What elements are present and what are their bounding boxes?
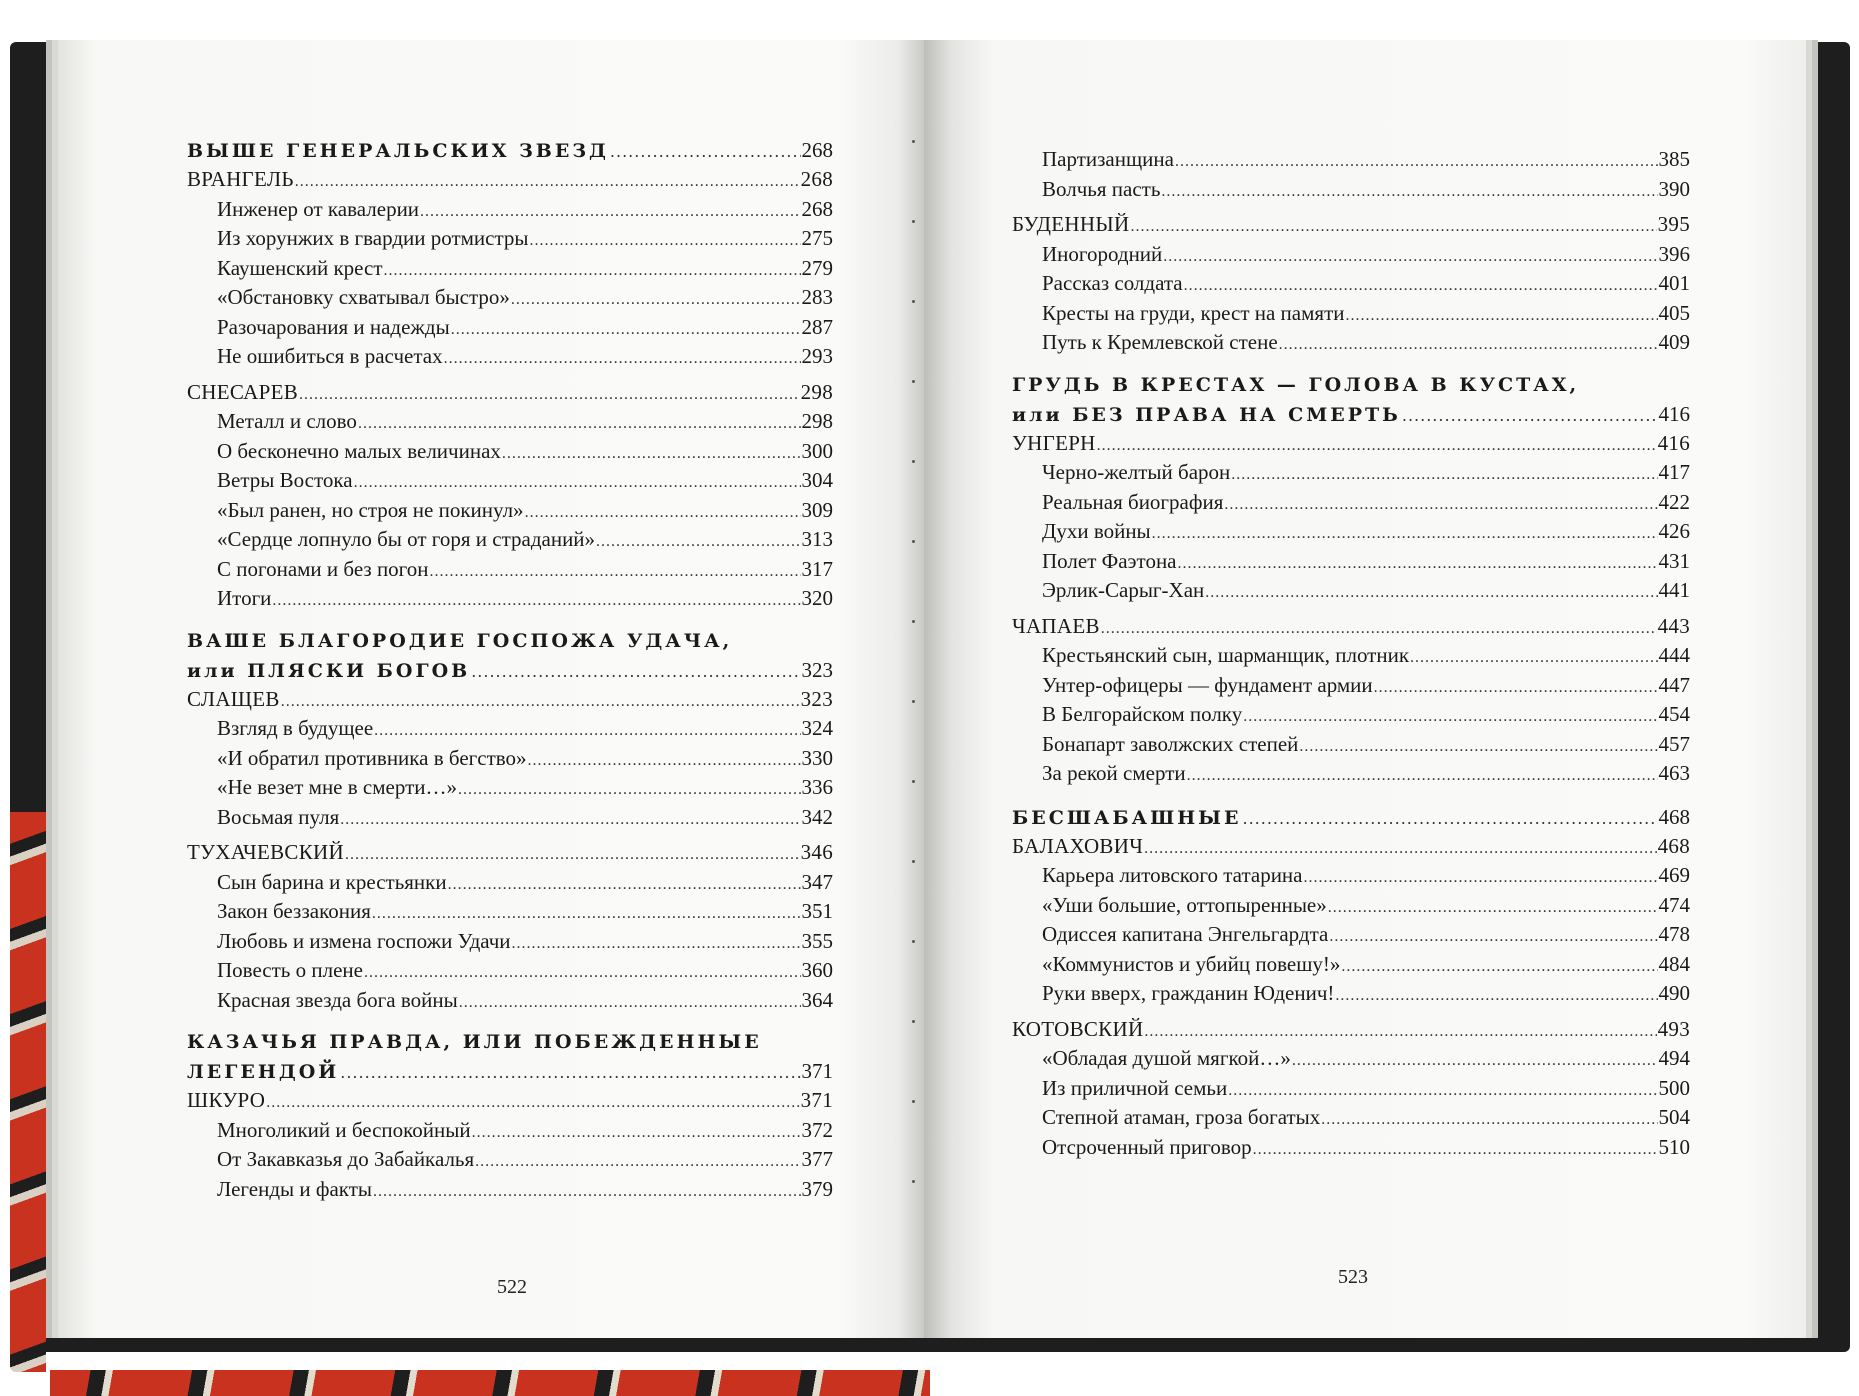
toc-entry xyxy=(1012,330,1690,360)
dot-leader xyxy=(340,811,800,829)
dot-leader xyxy=(1205,584,1657,602)
toc-entry-title: Инженер от кавалерии xyxy=(217,196,420,221)
stitch-mark xyxy=(912,620,915,623)
toc-entry-page: 490 xyxy=(1658,981,1690,1005)
toc-entry-page: 396 xyxy=(1658,241,1690,266)
toc-entry xyxy=(1012,922,1690,952)
dot-leader xyxy=(1161,183,1657,201)
dot-leader xyxy=(1144,840,1656,858)
toc-entry xyxy=(187,746,833,776)
dot-leader xyxy=(1243,708,1657,726)
toc-entry-page: 409 xyxy=(1658,330,1690,354)
section-heading-last-line xyxy=(187,658,833,687)
toc-entry xyxy=(187,167,833,197)
stitch-mark xyxy=(912,1180,915,1183)
toc-entry-page: 401 xyxy=(1658,271,1690,295)
toc-entry-page: 298 xyxy=(801,409,833,433)
toc-entry-page: 510 xyxy=(1658,1134,1690,1159)
toc-entry-title: «Коммунистов и убийц повешу!» xyxy=(1042,951,1341,976)
dot-leader xyxy=(1329,928,1657,946)
toc-entry-title: Металл и слово xyxy=(217,409,357,433)
toc-entry-title: БУДЕННЫЙ xyxy=(1012,212,1130,236)
toc-entry-page: 355 xyxy=(801,928,833,953)
toc-entry xyxy=(187,716,833,746)
toc-entry-title: КОТОВСКИЙ xyxy=(1012,1016,1144,1041)
dot-leader xyxy=(1187,767,1658,785)
toc-entry-page: 324 xyxy=(801,716,833,740)
toc-entry xyxy=(187,870,833,900)
toc-entry xyxy=(1012,981,1690,1011)
dot-leader xyxy=(1299,738,1657,756)
dot-leader xyxy=(1097,437,1657,455)
toc-entry-page: 364 xyxy=(801,987,833,1012)
toc-entry xyxy=(187,899,833,929)
toc-entry-title: Легенды и факты xyxy=(217,1176,372,1201)
toc-entry xyxy=(1012,147,1690,177)
toc-entry-page: 313 xyxy=(801,527,833,551)
stitch-mark xyxy=(912,1020,915,1023)
toc-entry-page: 372 xyxy=(801,1117,833,1142)
toc-entry-title: Восьмая пуля xyxy=(217,804,340,829)
binding-stitches xyxy=(910,140,916,1240)
toc-entry xyxy=(1012,893,1690,923)
toc-entry xyxy=(187,498,833,528)
section-heading-line: ВАШЕ БЛАГОРОДИЕ ГОСПОЖА УДАЧА, xyxy=(187,629,733,652)
toc-entry-title: Разочарования и надежды xyxy=(217,314,450,339)
dot-leader xyxy=(511,291,801,309)
toc-entry xyxy=(187,527,833,557)
dot-leader xyxy=(525,504,801,522)
dot-leader xyxy=(1253,1141,1658,1159)
section-heading-last-line xyxy=(1012,402,1690,431)
toc-entry xyxy=(1012,431,1690,461)
section-heading-line: ВЫШЕ ГЕНЕРАЛЬСКИХ ЗВЕЗД xyxy=(187,140,609,162)
section-heading-last-line xyxy=(187,1059,833,1088)
toc-entry xyxy=(187,840,833,870)
toc-entry-title: БАЛАХОВИЧ xyxy=(1012,833,1144,858)
stitch-mark xyxy=(912,700,915,703)
section-heading-line: ЛЕГЕНДОЙ xyxy=(187,1061,340,1083)
toc-entry-title: Сын барина и крестьянки xyxy=(217,869,447,894)
toc-entry xyxy=(1012,519,1690,549)
section-heading-line: БЕСШАБАШНЫЕ xyxy=(1012,806,1242,829)
toc-entry-title: От Закавказья до Забайкалья xyxy=(217,1147,475,1171)
dot-leader xyxy=(420,203,800,221)
dot-leader xyxy=(1341,958,1657,976)
toc-entry-page: 268 xyxy=(800,167,833,191)
toc-section-heading xyxy=(1012,374,1690,431)
dot-leader xyxy=(512,935,801,953)
toc-entry-page: 287 xyxy=(801,314,833,339)
toc-entry-page: 494 xyxy=(1658,1046,1690,1070)
toc-entry-title: Карьера литовского татарина xyxy=(1042,863,1303,887)
dot-leader xyxy=(372,905,801,923)
stitch-mark xyxy=(912,300,915,303)
toc-entry-page: 447 xyxy=(1658,672,1690,697)
toc-entry-title: Полет Фаэтона xyxy=(1042,548,1177,573)
toc-entry xyxy=(187,929,833,959)
dot-leader xyxy=(272,592,800,610)
toc-entry xyxy=(1012,271,1690,301)
left-page-number: 522 xyxy=(497,1276,527,1298)
section-heading-last-line xyxy=(187,138,833,167)
section-heading-last-line xyxy=(1012,805,1690,834)
toc-entry xyxy=(187,557,833,587)
section-heading-line: или БЕЗ ПРАВА НА СМЕРТЬ xyxy=(1012,403,1401,426)
toc-entry-page: 493 xyxy=(1657,1016,1690,1041)
stitch-mark xyxy=(912,860,915,863)
toc-entry-page: 377 xyxy=(801,1147,833,1171)
dot-leader xyxy=(1321,1111,1657,1129)
dot-leader xyxy=(364,964,801,982)
dot-leader xyxy=(1304,869,1658,887)
toc-entry-title: Из хорунжих в гвардии ротмистры xyxy=(217,226,529,250)
dot-leader xyxy=(340,1063,800,1082)
cover-illustration-edge xyxy=(10,812,46,1372)
toc-entry-title: Бонапарт заволжских степей xyxy=(1042,731,1299,756)
toc-entry xyxy=(1012,301,1690,331)
toc-entry-page: 371 xyxy=(801,1059,833,1083)
toc-entry-title: Ветры Востока xyxy=(217,468,353,492)
dot-leader xyxy=(610,142,801,161)
toc-entry-page: 468 xyxy=(1658,804,1690,829)
toc-entry xyxy=(1012,578,1690,608)
toc-entry xyxy=(187,226,833,256)
table-of-contents-right xyxy=(1012,147,1690,1164)
toc-entry-title: Из приличной семьи xyxy=(1042,1075,1228,1100)
dot-leader xyxy=(1402,406,1658,425)
toc-entry xyxy=(187,1147,833,1177)
toc-entry-title: Руки вверх, гражданин Юденич! xyxy=(1042,981,1335,1005)
toc-entry-title: Кресты на груди, крест на памяти xyxy=(1042,300,1345,325)
toc-entry-title: Повесть о плене xyxy=(217,958,363,982)
toc-entry-page: 444 xyxy=(1658,643,1690,667)
dot-leader xyxy=(1178,555,1658,573)
toc-entry-page: 385 xyxy=(1658,147,1690,171)
dot-leader xyxy=(1130,218,1656,236)
toc-entry-title: «Обладая душой мягкой…» xyxy=(1042,1046,1291,1070)
stitch-mark xyxy=(912,140,915,143)
toc-entry xyxy=(1012,732,1690,762)
dot-leader xyxy=(448,876,801,894)
stitch-mark xyxy=(912,540,915,543)
toc-section-heading xyxy=(187,138,833,167)
toc-entry-title: ШКУРО xyxy=(187,1088,266,1112)
toc-entry xyxy=(187,380,833,410)
dot-leader xyxy=(1101,620,1657,638)
toc-entry xyxy=(1012,490,1690,520)
toc-entry-page: 309 xyxy=(801,497,833,522)
toc-entry-page: 431 xyxy=(1658,548,1690,573)
dot-leader xyxy=(530,232,801,250)
toc-entry-page: 268 xyxy=(801,138,833,162)
dot-leader xyxy=(295,173,800,191)
toc-entry xyxy=(187,439,833,469)
toc-entry-page: 469 xyxy=(1658,863,1690,887)
dot-leader xyxy=(1228,1082,1657,1100)
dot-leader xyxy=(345,846,800,864)
toc-entry-title: «И обратил противника в бегство» xyxy=(217,745,527,770)
toc-entry-page: 304 xyxy=(801,468,833,492)
toc-entry-title: Любовь и измена госпожи Удачи xyxy=(217,928,511,953)
dot-leader xyxy=(1231,466,1657,484)
dot-leader xyxy=(1242,809,1657,828)
toc-entry-title: ЧАПАЕВ xyxy=(1012,613,1100,638)
toc-entry-title: Волчья пасть xyxy=(1042,176,1161,201)
toc-entry-page: 320 xyxy=(801,586,833,610)
dot-leader xyxy=(266,1094,799,1112)
toc-entry-page: 390 xyxy=(1658,176,1690,201)
toc-entry xyxy=(187,1177,833,1207)
dot-leader xyxy=(451,321,801,339)
toc-entry-page: 422 xyxy=(1658,489,1690,514)
dot-leader xyxy=(1292,1052,1658,1070)
dot-leader xyxy=(528,752,801,770)
toc-section-heading xyxy=(187,630,833,687)
toc-entry-page: 500 xyxy=(1658,1075,1690,1100)
toc-entry-title: Одиссея капитана Энгельгардта xyxy=(1042,922,1329,946)
toc-entry-page: 300 xyxy=(801,438,833,463)
toc-entry xyxy=(1012,212,1690,242)
toc-entry-title: ВРАНГЕЛЬ xyxy=(187,167,294,191)
toc-entry xyxy=(1012,177,1690,207)
dot-leader xyxy=(1279,336,1658,354)
toc-entry-title: Партизанщина xyxy=(1042,147,1174,171)
dot-leader xyxy=(458,781,801,799)
toc-entry xyxy=(1012,952,1690,982)
toc-entry-title: «Был ранен, но строя не покинул» xyxy=(217,497,524,522)
toc-entry xyxy=(1012,643,1690,673)
dot-leader xyxy=(358,415,801,433)
toc-entry-page: 371 xyxy=(800,1088,833,1112)
dot-leader xyxy=(471,662,800,681)
toc-entry-page: 268 xyxy=(801,196,833,221)
toc-entry-page: 474 xyxy=(1658,892,1690,917)
toc-entry xyxy=(187,687,833,717)
toc-entry-page: 298 xyxy=(800,379,833,404)
dot-leader xyxy=(475,1153,800,1171)
toc-entry-title: Унтер-офицеры — фундамент армии xyxy=(1042,672,1373,697)
toc-entry xyxy=(1012,702,1690,732)
toc-entry xyxy=(1012,1017,1690,1047)
toc-entry-page: 346 xyxy=(800,840,833,864)
toc-entry-page: 457 xyxy=(1658,731,1690,756)
toc-entry-page: 323 xyxy=(800,686,833,711)
stitch-mark xyxy=(912,380,915,383)
toc-entry-title: Не ошибиться в расчетах xyxy=(217,344,443,368)
toc-entry xyxy=(187,958,833,988)
right-page-number: 523 xyxy=(1338,1266,1368,1288)
toc-entry-page: 293 xyxy=(801,344,833,368)
toc-entry-title: Многоликий и беспокойный xyxy=(217,1117,471,1142)
toc-entry-page: 323 xyxy=(801,657,833,682)
toc-entry-page: 416 xyxy=(1658,401,1690,426)
toc-entry xyxy=(187,988,833,1018)
toc-entry xyxy=(1012,863,1690,893)
dot-leader xyxy=(1144,1023,1656,1041)
dot-leader xyxy=(384,262,801,280)
cover-illustration-bottom xyxy=(50,1370,930,1396)
stitch-mark xyxy=(912,1100,915,1103)
toc-entry-title: Путь к Кремлевской стене xyxy=(1042,330,1278,354)
toc-entry xyxy=(187,775,833,805)
toc-entry-title: Крестьянский сын, шарманщик, плотник xyxy=(1042,643,1410,667)
dot-leader xyxy=(373,1183,801,1201)
toc-entry xyxy=(1012,1105,1690,1135)
dot-leader xyxy=(1345,307,1657,325)
toc-entry-page: 468 xyxy=(1657,833,1690,858)
toc-entry-title: В Белгорайском полку xyxy=(1042,702,1243,726)
dot-leader xyxy=(299,386,800,404)
toc-entry-page: 347 xyxy=(801,869,833,894)
dot-leader xyxy=(1184,277,1658,295)
toc-entry xyxy=(1012,549,1690,579)
toc-entry-title: «Уши большие, оттопыренные» xyxy=(1042,892,1327,917)
dot-leader xyxy=(374,722,800,740)
dot-leader xyxy=(459,994,801,1012)
stitch-mark xyxy=(912,940,915,943)
toc-entry-title: Красная звезда бога войны xyxy=(217,987,458,1012)
dot-leader xyxy=(444,350,801,368)
toc-entry-title: «Сердце лопнуло бы от горя и страданий» xyxy=(217,527,596,551)
toc-entry xyxy=(187,468,833,498)
table-of-contents-left xyxy=(187,138,833,1206)
toc-entry-page: 454 xyxy=(1658,702,1690,726)
toc-entry xyxy=(187,315,833,345)
toc-entry-title: СЛАЩЕВ xyxy=(187,686,280,711)
dot-leader xyxy=(1224,496,1657,514)
toc-entry-page: 416 xyxy=(1657,430,1690,455)
toc-entry-page: 360 xyxy=(801,958,833,982)
toc-entry xyxy=(187,344,833,374)
toc-entry-title: С погонами и без погон xyxy=(217,556,429,581)
toc-entry-page: 426 xyxy=(1658,519,1690,543)
toc-entry-title: О бесконечно малых величинах xyxy=(217,438,501,463)
toc-entry-page: 279 xyxy=(801,255,833,280)
toc-entry-title: «Не везет мне в смерти…» xyxy=(217,775,457,799)
toc-entry xyxy=(1012,834,1690,864)
toc-entry-page: 351 xyxy=(801,899,833,923)
dot-leader xyxy=(281,693,800,711)
toc-entry-title: УНГЕРН xyxy=(1012,430,1096,455)
toc-entry-page: 336 xyxy=(801,775,833,799)
toc-entry-page: 379 xyxy=(801,1176,833,1201)
section-heading-line: ГРУДЬ В КРЕСТАХ — ГОЛОВА В КУСТАХ, xyxy=(1012,373,1580,396)
toc-entry-page: 405 xyxy=(1658,300,1690,325)
dot-leader xyxy=(1374,679,1658,697)
toc-entry-page: 395 xyxy=(1657,212,1690,236)
toc-entry-title: СНЕСАРЕВ xyxy=(187,379,299,404)
toc-entry-title: Реальная биография xyxy=(1042,489,1224,514)
toc-entry-title: Черно-желтый барон xyxy=(1042,460,1231,484)
toc-entry-title: Эрлик-Сарыг-Хан xyxy=(1042,578,1205,602)
toc-entry-page: 484 xyxy=(1658,951,1690,976)
dot-leader xyxy=(502,445,801,463)
toc-entry-title: Иногородний xyxy=(1042,241,1163,266)
toc-entry xyxy=(187,409,833,439)
toc-entry xyxy=(187,586,833,616)
toc-entry-page: 317 xyxy=(801,556,833,581)
toc-section-heading xyxy=(187,1031,833,1088)
toc-entry-title: За рекой смерти xyxy=(1042,761,1186,785)
toc-entry xyxy=(1012,1076,1690,1106)
toc-entry-page: 275 xyxy=(801,226,833,250)
toc-entry xyxy=(187,285,833,315)
toc-entry xyxy=(187,805,833,835)
dot-leader xyxy=(1328,899,1658,917)
toc-entry xyxy=(1012,242,1690,272)
toc-entry-page: 342 xyxy=(801,804,833,829)
toc-entry-page: 443 xyxy=(1657,613,1690,638)
toc-entry-title: Степной атаман, гроза богатых xyxy=(1042,1105,1321,1129)
toc-entry xyxy=(1012,614,1690,644)
stitch-mark xyxy=(912,780,915,783)
dot-leader xyxy=(430,563,801,581)
dot-leader xyxy=(596,533,800,551)
toc-entry xyxy=(1012,1046,1690,1076)
toc-entry-page: 441 xyxy=(1658,578,1690,602)
toc-entry-page: 283 xyxy=(801,285,833,309)
section-heading-line: КАЗАЧЬЯ ПРАВДА, ИЛИ ПОБЕЖДЕННЫЕ xyxy=(187,1031,762,1053)
toc-entry-title: Духи войны xyxy=(1042,519,1151,543)
toc-entry-page: 463 xyxy=(1658,761,1690,785)
toc-entry-title: Отсроченный приговор xyxy=(1042,1134,1252,1159)
dot-leader xyxy=(1175,153,1658,171)
dot-leader xyxy=(1335,987,1657,1005)
toc-entry xyxy=(187,256,833,286)
toc-entry-title: Рассказ солдата xyxy=(1042,271,1183,295)
toc-entry-page: 478 xyxy=(1658,922,1690,946)
toc-entry xyxy=(187,1088,833,1118)
toc-entry xyxy=(1012,761,1690,791)
toc-entry-title: Итоги xyxy=(217,586,272,610)
dot-leader xyxy=(1152,525,1658,543)
toc-entry-page: 330 xyxy=(801,745,833,770)
dot-leader xyxy=(354,474,801,492)
toc-entry-title: Взгляд в будущее xyxy=(217,716,374,740)
toc-entry xyxy=(1012,673,1690,703)
toc-entry xyxy=(187,1118,833,1148)
dot-leader xyxy=(472,1124,801,1142)
stitch-mark xyxy=(912,220,915,223)
toc-entry xyxy=(187,197,833,227)
toc-entry-title: «Обстановку схватывал быстро» xyxy=(217,285,510,309)
toc-entry-page: 504 xyxy=(1658,1105,1690,1129)
stitch-mark xyxy=(912,460,915,463)
toc-entry-title: Закон беззакония xyxy=(217,899,371,923)
section-heading-line: или ПЛЯСКИ БОГОВ xyxy=(187,659,471,682)
toc-entry-title: Каушенский крест xyxy=(217,255,383,280)
dot-leader xyxy=(1163,248,1657,266)
toc-entry-page: 417 xyxy=(1658,460,1690,484)
toc-entry xyxy=(1012,1135,1690,1165)
toc-entry-title: ТУХАЧЕВСКИЙ xyxy=(187,840,344,864)
dot-leader xyxy=(1410,649,1657,667)
toc-section-heading xyxy=(1012,805,1690,834)
toc-entry xyxy=(1012,460,1690,490)
